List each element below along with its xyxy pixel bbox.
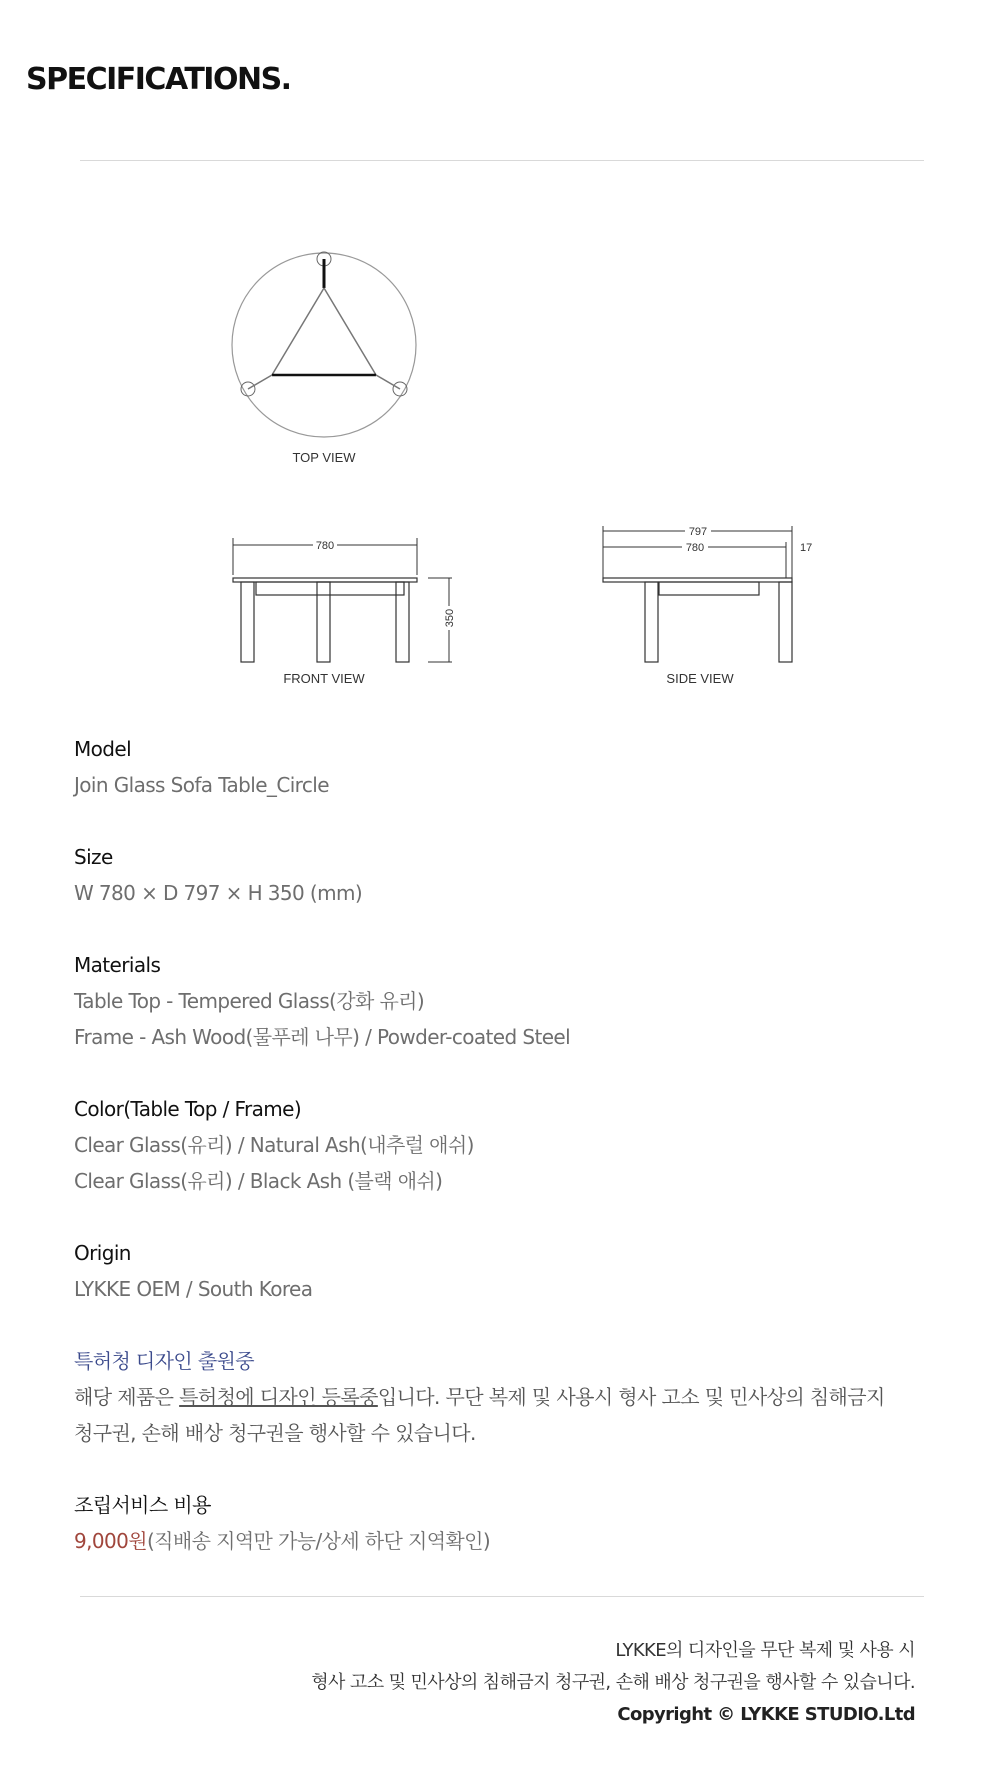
design-registration-underline: 특허청에 디자인 등록중 <box>179 1385 378 1409</box>
side-total-depth-dimension: 797 <box>688 526 708 538</box>
spec-color-line: Clear Glass(유리) / Black Ash (블랙 애쉬) <box>74 1169 443 1193</box>
assembly-service-heading: 조립서비스 비용 <box>74 1493 211 1517</box>
footer-line: 형사 고소 및 민사상의 침해금지 청구권, 손해 배상 청구권을 행사할 수 있습니다. <box>311 1672 915 1693</box>
design-notice <box>74 1348 885 1446</box>
spec-color <box>74 1096 474 1194</box>
spec-materials <box>74 952 570 1050</box>
page-title: SPECIFICATIONS. <box>26 62 291 97</box>
assembly-note: (직배송 지역만 가능/상세 하단 지역확인) <box>146 1529 491 1553</box>
footer-legal <box>311 1640 915 1726</box>
side-offset-dimension: 17 <box>800 542 813 554</box>
spec-size-value: W 780 × D 797 × H 350 (mm) <box>74 881 363 905</box>
design-notice-line: 해당 제품은 특허청에 디자인 등록중입니다. 무단 복제 및 사용시 형사 고소 및 민사상의 침해금지 <box>74 1385 885 1409</box>
design-notice-line: 청구권, 손해 배상 청구권을 행사할 수 있습니다. <box>74 1421 476 1445</box>
footer-line: LYKKE의 디자인을 무단 복제 및 사용 시 <box>615 1640 915 1661</box>
bottom-divider <box>80 1596 924 1597</box>
copyright-text: Copyright © LYKKE STUDIO.Ltd <box>617 1704 915 1725</box>
front-view-label: FRONT VIEW <box>283 671 365 686</box>
top-view-label: TOP VIEW <box>292 450 356 465</box>
spec-color-line: Clear Glass(유리) / Natural Ash(내추럴 애쉬) <box>74 1133 474 1157</box>
spec-materials-heading: Materials <box>74 953 161 977</box>
front-width-dimension: 780 <box>315 540 335 552</box>
spec-model-value: Join Glass Sofa Table_Circle <box>74 773 329 797</box>
side-depth-dimension: 780 <box>685 542 705 554</box>
spec-model <box>74 736 329 798</box>
assembly-price: 9,000원 <box>74 1529 147 1553</box>
top-view-drawing <box>232 252 416 437</box>
spec-size <box>74 844 362 906</box>
spec-origin <box>74 1240 312 1302</box>
technical-drawings <box>0 0 1000 720</box>
spec-model-heading: Model <box>74 737 132 761</box>
assembly-service <box>74 1492 490 1554</box>
spec-origin-heading: Origin <box>74 1241 131 1265</box>
assembly-service-line <box>74 1528 490 1554</box>
spec-origin-value: LYKKE OEM / South Korea <box>74 1277 313 1301</box>
front-view-drawing <box>233 538 452 662</box>
spec-materials-line: Frame - Ash Wood(물푸레 나무) / Powder-coated Steel <box>74 1025 571 1049</box>
spec-materials-line: Table Top - Tempered Glass(강화 유리) <box>74 989 425 1013</box>
side-view-label: SIDE VIEW <box>666 671 734 686</box>
front-height-dimension: 350 <box>444 608 456 628</box>
design-notice-heading: 특허청 디자인 출원중 <box>74 1349 254 1373</box>
spec-size-heading: Size <box>74 845 113 869</box>
spec-color-heading: Color(Table Top / Frame) <box>74 1097 302 1121</box>
